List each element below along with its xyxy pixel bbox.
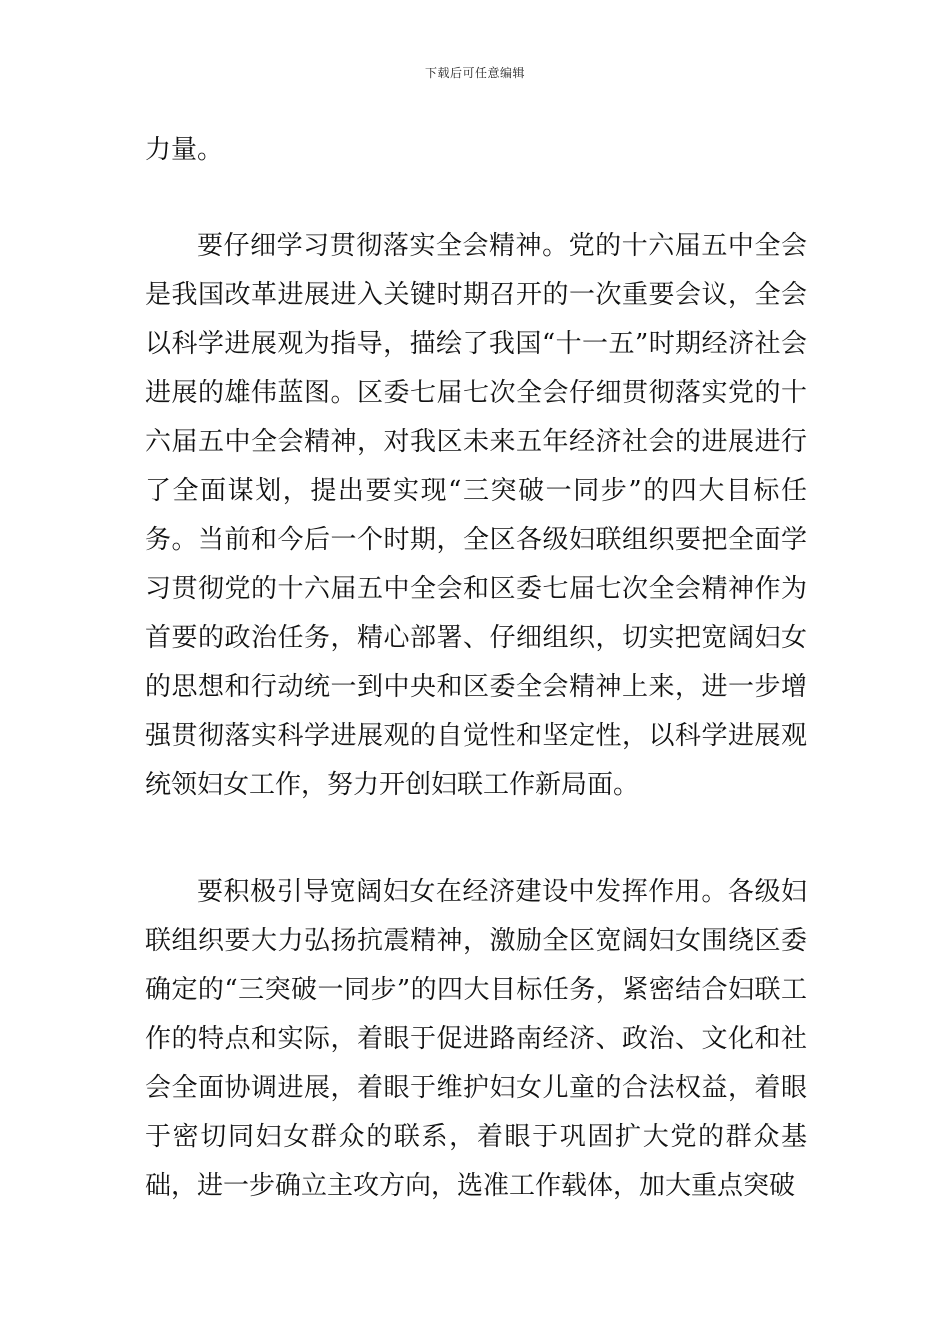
page-header-note: 下载后可任意编辑 xyxy=(424,66,525,80)
paragraph-study-plenary-spirit: 要仔细学习贯彻落实全会精神。党的十六届五中全会是我国改革进展进入关键时期召开的一次重要会议，全会以科学进展观为指导，描绘了我国“十一五”时期经济社会进展的雄伟蓝图。区委七届七次全会仔细贯彻落实党的十六届五中全会精神，对我区未来五年经济社会的进展进行了全面谋划，提出要实现“三突破一同步”的四大目标任务。当前和今后一个时期，全区各级妇联组织要把全面学习贯彻党的十六届五中全会和区委七届七次全会精神作为首要的政治任务，精心部署、仔细组织，切实把宽阔妇女的思想和行动统一到中央和区委全会精神上来，进一步增强贯彻落实科学进展观的自觉性和坚定性，以科学进展观统领妇女工作，努力开创妇联工作新局面。 xyxy=(145,231,807,800)
paragraph-women-economic-role: 要积极引导宽阔妇女在经济建设中发挥作用。各级妇联组织要大力弘扬抗震精神，激励全区宽阔妇女围绕区委确定的“三突破一同步”的四大目标任务，紧密结合妇联工作的特点和实际，着眼于促进路南经济、政治、文化和社会全面协调进展，着眼于维护妇女儿童的合法权益，着眼于密切同妇女群众的联系，着眼于巩固扩大党的群众基础，进一步确立主攻方向，选准工作载体，加大重点突破 xyxy=(145,877,807,1201)
paragraph-continuation: 力量。 xyxy=(145,135,224,165)
